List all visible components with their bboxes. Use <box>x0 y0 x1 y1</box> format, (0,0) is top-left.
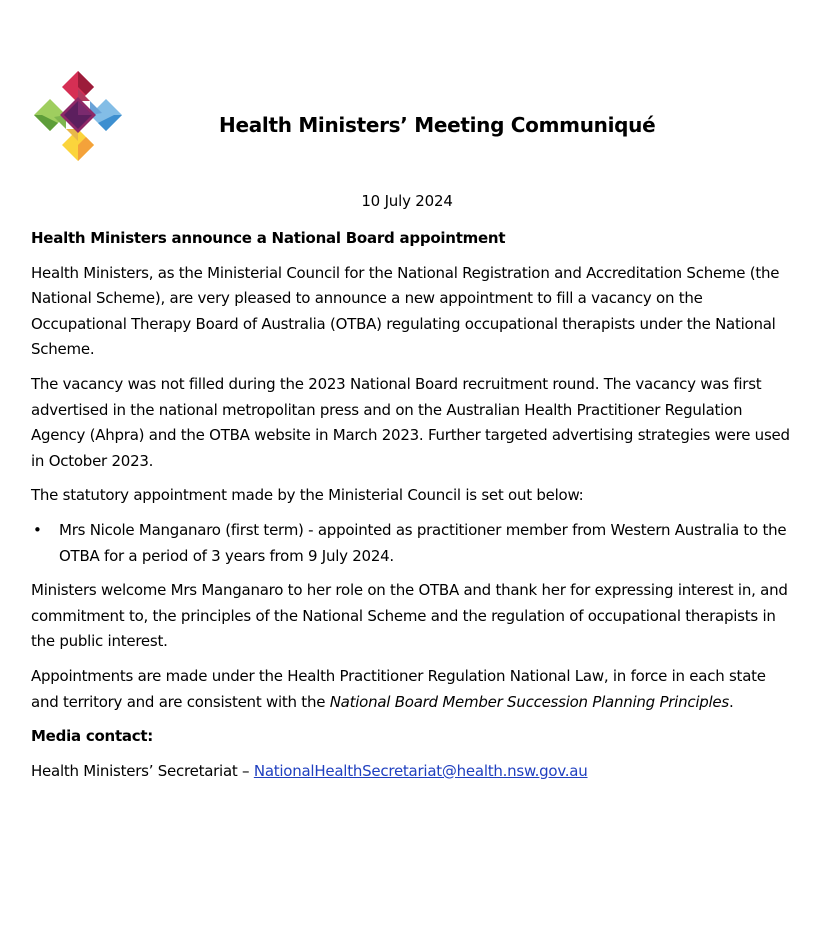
announcement-headline: Health Ministers announce a National Board appointment <box>31 229 506 247</box>
legal-text-end: . <box>728 692 734 711</box>
contact-name: Health Ministers’ Secretariat – <box>31 761 254 780</box>
media-contact-heading: Media contact: <box>31 727 154 746</box>
contact-email-link[interactable]: NationalHealthSecretariat@health.nsw.gov.au <box>253 761 588 780</box>
diamond-mosaic-logo <box>32 69 124 163</box>
legal-text: Appointments are made under the Health Practitioner Regulation National Law, in force in each state and territory and are consistent with the <box>31 666 766 711</box>
paragraph-legal <box>31 664 793 715</box>
principles-title: National Board Member Succession Planning Principles <box>329 692 729 711</box>
appointment-list <box>31 518 793 569</box>
document-date: 10 July 2024 <box>361 192 453 210</box>
list-item <box>31 518 793 569</box>
bullet-icon: • <box>33 520 42 539</box>
page-title: Health Ministers’ Meeting Communiqué <box>219 113 656 137</box>
paragraph-welcome: Ministers welcome Mrs Manganaro to her role on the OTBA and thank her for expressing interest in, and commitment to, the principles of the National Scheme and the regulation of occupational therapists in the public interest. <box>31 581 788 651</box>
paragraph-intro: Health Ministers, as the Ministerial Council for the National Registration and Accreditation Scheme (the National Scheme), are very pleased to announce a new appointment to fill a vacancy on the Occupational Therapy Board of Australia (OTBA) regulating occupational therapists under the National Scheme. <box>31 263 780 359</box>
logo-center-shade <box>78 101 92 115</box>
paragraph-appointment-lead: The statutory appointment made by the Ministerial Council is set out below: <box>31 486 584 505</box>
appointment-text: Mrs Nicole Manganaro (first term) - appointed as practitioner member from Western Australia to the OTBA for a period of 3 years from 9 July 2024. <box>59 520 787 565</box>
document-body <box>31 226 793 793</box>
media-contact-line <box>31 759 793 785</box>
paragraph-vacancy: The vacancy was not filled during the 2023 National Board recruitment round. The vacancy was first advertised in the national metropolitan press and on the Australian Health Practitioner Regulation Agency (Ahpra) and the OTBA website in March 2023. Further targeted advertising strategies were used in October 2023. <box>31 374 790 470</box>
